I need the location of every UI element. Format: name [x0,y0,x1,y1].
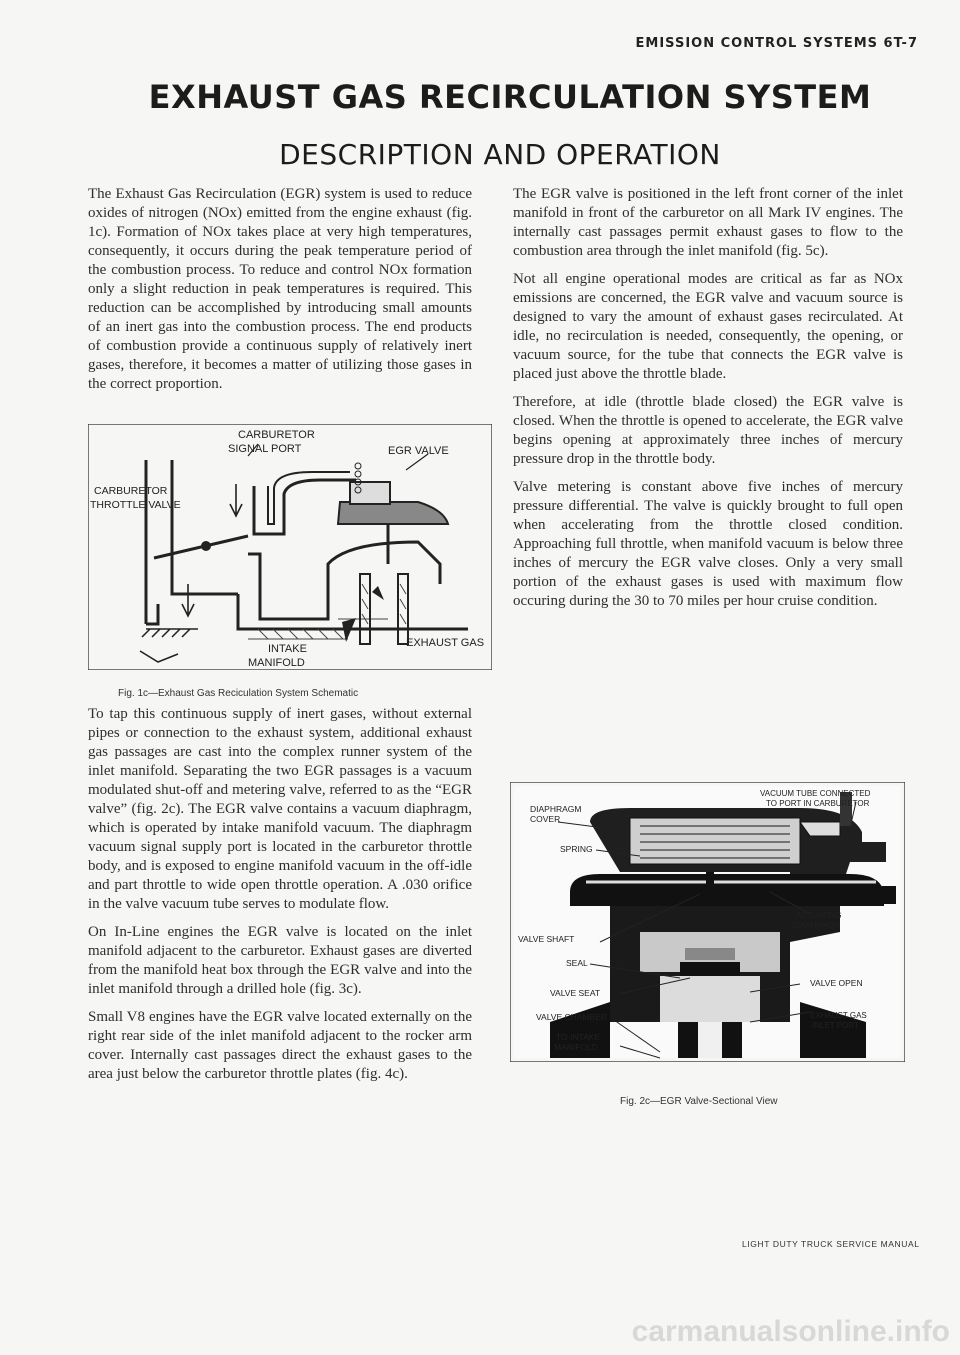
fig2-label-exhaust-inlet-1: EXHAUST GAS [810,1011,867,1020]
paragraph: The EGR valve is positioned in the left front corner of the inlet manifold in front of the carburetor on all Mark IV engines. The internally cast passages permit exhaust gases to flow to the combustion area through the inlet manifold (fig. 5c). [513,186,903,259]
fig2-label-valve-open: VALVE OPEN [810,978,863,988]
fig2-label-vacuum-tube-2: TO PORT IN CARBURETOR [766,799,870,808]
fig1-label-exhaust-gas: EXHAUST GAS [406,637,485,649]
fig1-label-carb-throttle-1: CARBURETOR [94,485,168,497]
egr-valve-sectional-view [510,782,905,1062]
paragraph: Small V8 engines have the EGR valve located externally on the right rear side of the inlet manifold adjacent to the rocker arm cover. Internally cast passages direct the exhaust gases to the area just below the carburetor throttle plates (fig. 4c). [88,1009,472,1082]
paragraph: To tap this continuous supply of inert gases, without external pipes or connection to the exhaust system, additional exhaust gas passages are cast into the complex runner system of the inlet manifold. Separating the two EGR passages is a vacuum modulated shut-off and metering valve, referred to as the “EGR valve” (fig. 2c). The EGR valve contains a vacuum diaphragm, which is operated by intake manifold vacuum. The diaphragm vacuum signal supply port is located in the carburetor throttle body, and is exposed to engine manifold vacuum in the off-idle and part throttle to wide open throttle operation. A .030 orifice in the valve vacuum tube serves to modulate flow. [88,706,472,912]
left-column-top [88,185,472,403]
fig2-label-exhaust-inlet-2: INLET PORT [812,1021,859,1030]
page-title: EXHAUST GAS RECIRCULATION SYSTEM [148,78,872,116]
fig2-label-valve-seat: VALVE SEAT [550,988,601,998]
fig1-label-carb-throttle-2: THROTTLE VALVE [90,499,181,511]
fig1-label-egr-valve: EGR VALVE [388,445,449,457]
paragraph: The Exhaust Gas Recirculation (EGR) system is used to reduce oxides of nitrogen (NOx) emitted from the engine exhaust (fig. 1c). Formation of NOx takes place at very high temperatures, consequently, it occurs during the peak temperature period of the combustion process. To reduce and control NOx formation only a slight reduction in peak temperatures is required. This reduction can be accomplished by introducing small amounts of an inert gas into the combustion process. The end products of combustion provide a continuous supply of relatively inert gases, therefore, it becomes a matter of utilizing those gases in the correct proportion. [88,186,472,392]
watermark: carmanualsonline.info [631,1315,950,1348]
fig2-label-to-intake-2: MANIFOLD [554,1042,598,1052]
right-column [513,185,903,620]
figure2-caption: Fig. 2c—EGR Valve-Sectional View [620,1096,778,1107]
paragraph: Valve metering is constant above five inches of mercury pressure differential. The valve is quickly brought to full open when accelerating from the throttle closed condition. Approaching full throttle, when manifold vacuum is below three inches of mercury the EGR valve closes. Only a very small portion of the exhaust gases is used with maximum flow occuring during the 30 to 70 miles per hour cruise condition. [513,479,903,609]
paragraph: Not all engine operational modes are critical as far as NOx emissions are concerned, the EGR valve and vacuum source is designed to vary the amount of exhaust gases recirculated. At idle, no recirculation is needed, consequently, the opening, or vacuum source, for the tube that connects the EGR valve is placed just above the throttle blade. [513,271,903,382]
paragraph: Therefore, at idle (throttle blade closed) the EGR valve is closed. When the throttle is opened to accelerate, the EGR valve begins opening at approximately three inches of mercury pressure drop in the throttle body. [513,394,903,467]
egr-system-schematic [88,424,492,670]
page-header: EMISSION CONTROL SYSTEMS 6T-7 [635,36,918,51]
fig2-label-vacuum-tube-1: VACUUM TUBE CONNECTED [760,789,871,798]
fig1-label-intake-1: INTAKE [268,643,307,655]
section-subtitle: DESCRIPTION AND OPERATION [279,138,721,171]
paragraph: On In-Line engines the EGR valve is located on the inlet manifold adjacent to the carburetor. Exhaust gases are diverted from the manifold heat box through the EGR valve and into the inlet manifold through a drilled hole (fig. 3c). [88,924,472,997]
fig2-label-valve-shaft: VALVE SHAFT [518,934,575,944]
fig2-label-actuating-2: DIAPHRAGM [792,921,841,930]
fig1-label-intake-2: MANIFOLD [248,657,305,669]
figure1-caption: Fig. 1c—Exhaust Gas Reciculation System Schematic [118,688,359,699]
fig2-label-spring: SPRING [560,844,593,854]
fig1-label-carb-signal-1: CARBURETOR [238,429,315,441]
fig2-label-diaphragm-cover-2: COVER [530,814,561,824]
fig2-label-diaphragm-cover-1: DIAPHRAGM [530,804,582,814]
fig2-label-seal: SEAL [566,958,588,968]
fig2-label-valve-chamber: VALVE CHAMBER [536,1012,608,1022]
left-column-bottom [88,705,472,1093]
fig2-label-to-intake-1: TO INTAKE [556,1032,601,1042]
fig2-label-actuating-1: ACTUATING [796,911,842,920]
fig1-label-carb-signal-2: SIGNAL PORT [228,443,302,455]
page-footer: LIGHT DUTY TRUCK SERVICE MANUAL [742,1239,920,1249]
